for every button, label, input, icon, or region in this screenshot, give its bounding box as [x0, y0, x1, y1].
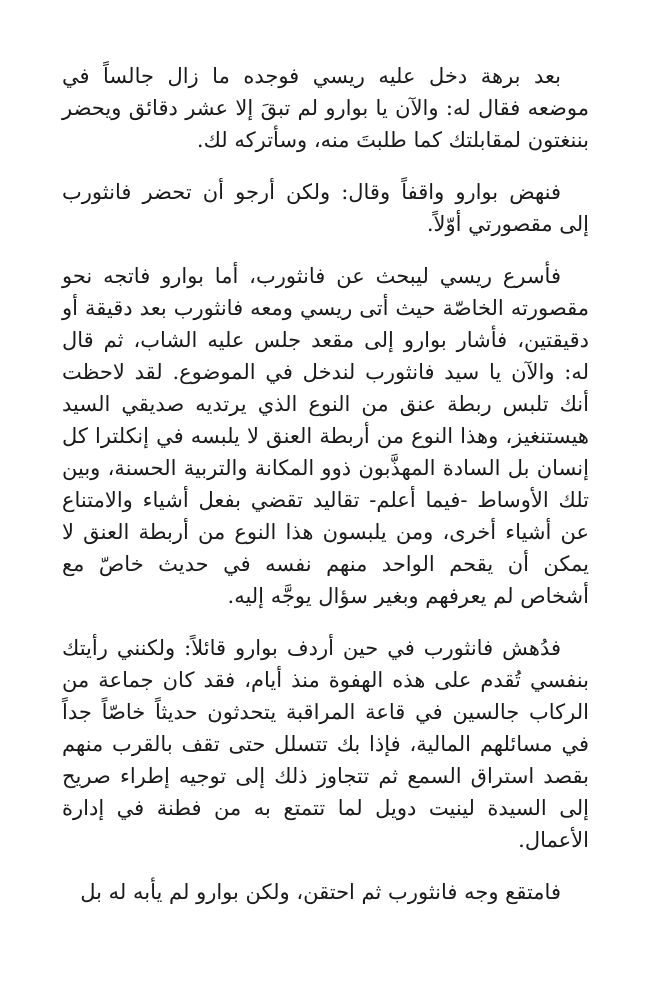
paragraph-3: فأسرع ريسي ليبحث عن فانثورب، أما بوارو فاتجه نحو مقصورته الخاصّة حيث أتى ريسي ومعه فانثورب بعد دقيقة أو دقيقتين، فأشار بوارو إلى مقعد جلس عليه الشاب، ثم قال له: والآن يا سيد فانثورب لندخل في الموضوع. لقد لاحظت أنك تلبس ربطة عنق من النوع الذي يرتديه صديقي السيد هيستنغيز، وهذا النوع من أربطة العنق لا يلبسه في إنكلترا كل إنسان بل السادة المهذَّبون ذوو المكانة والتربية الحسنة، وبين تلك الأوساط -فيما أعلم- تقاليد تقضي بفعل أشياء والامتناع عن أشياء أخرى، ومن يلبسون هذا النوع من أربطة العنق لا يمكن أن يقحم الواحد منهم نفسه في حديث خاصّ مع أشخاص لم يعرفهم وبغير سؤال يوجَّه إليه.	[62, 264, 589, 608]
paragraph-5: فامتقع وجه فانثورب ثم احتقن، ولكن بوارو لم يأبه له بل	[80, 880, 561, 904]
paragraph-4: فدُهش فانثورب في حين أردف بوارو قائلاً: ولكنني رأيتك بنفسي تُقدم على هذه الهفوة منذ أيام، فقد كان جماعة من الركاب جالسين في قاعة المراقبة يتحدثون حديثاً خاصّاً جداً في مسائلهم المالية، فإذا بك تتسلل حتى تقف بالقرب منهم بقصد استراق السمع ثم تتجاوز ذلك إلى توجيه إطراء صريح إلى السيدة لينيت دويل لما تتمتع به من فطنة في إدارة الأعمال.	[62, 636, 589, 852]
paragraph-2: فنهض بوارو واقفاً وقال: ولكن أرجو أن تحضر فانثورب إلى مقصورتي أوّلاً.	[62, 180, 589, 236]
paragraph-1: بعد برهة دخل عليه ريسي فوجده ما زال جالساً في موضعه فقال له: والآن يا بوارو لم تبقَ إلا عشر دقائق ويحضر بننغتون لمقابلتك كما طلبتَ منه، وسأتركه لك.	[62, 64, 589, 152]
book-page	[62, 60, 589, 1000]
